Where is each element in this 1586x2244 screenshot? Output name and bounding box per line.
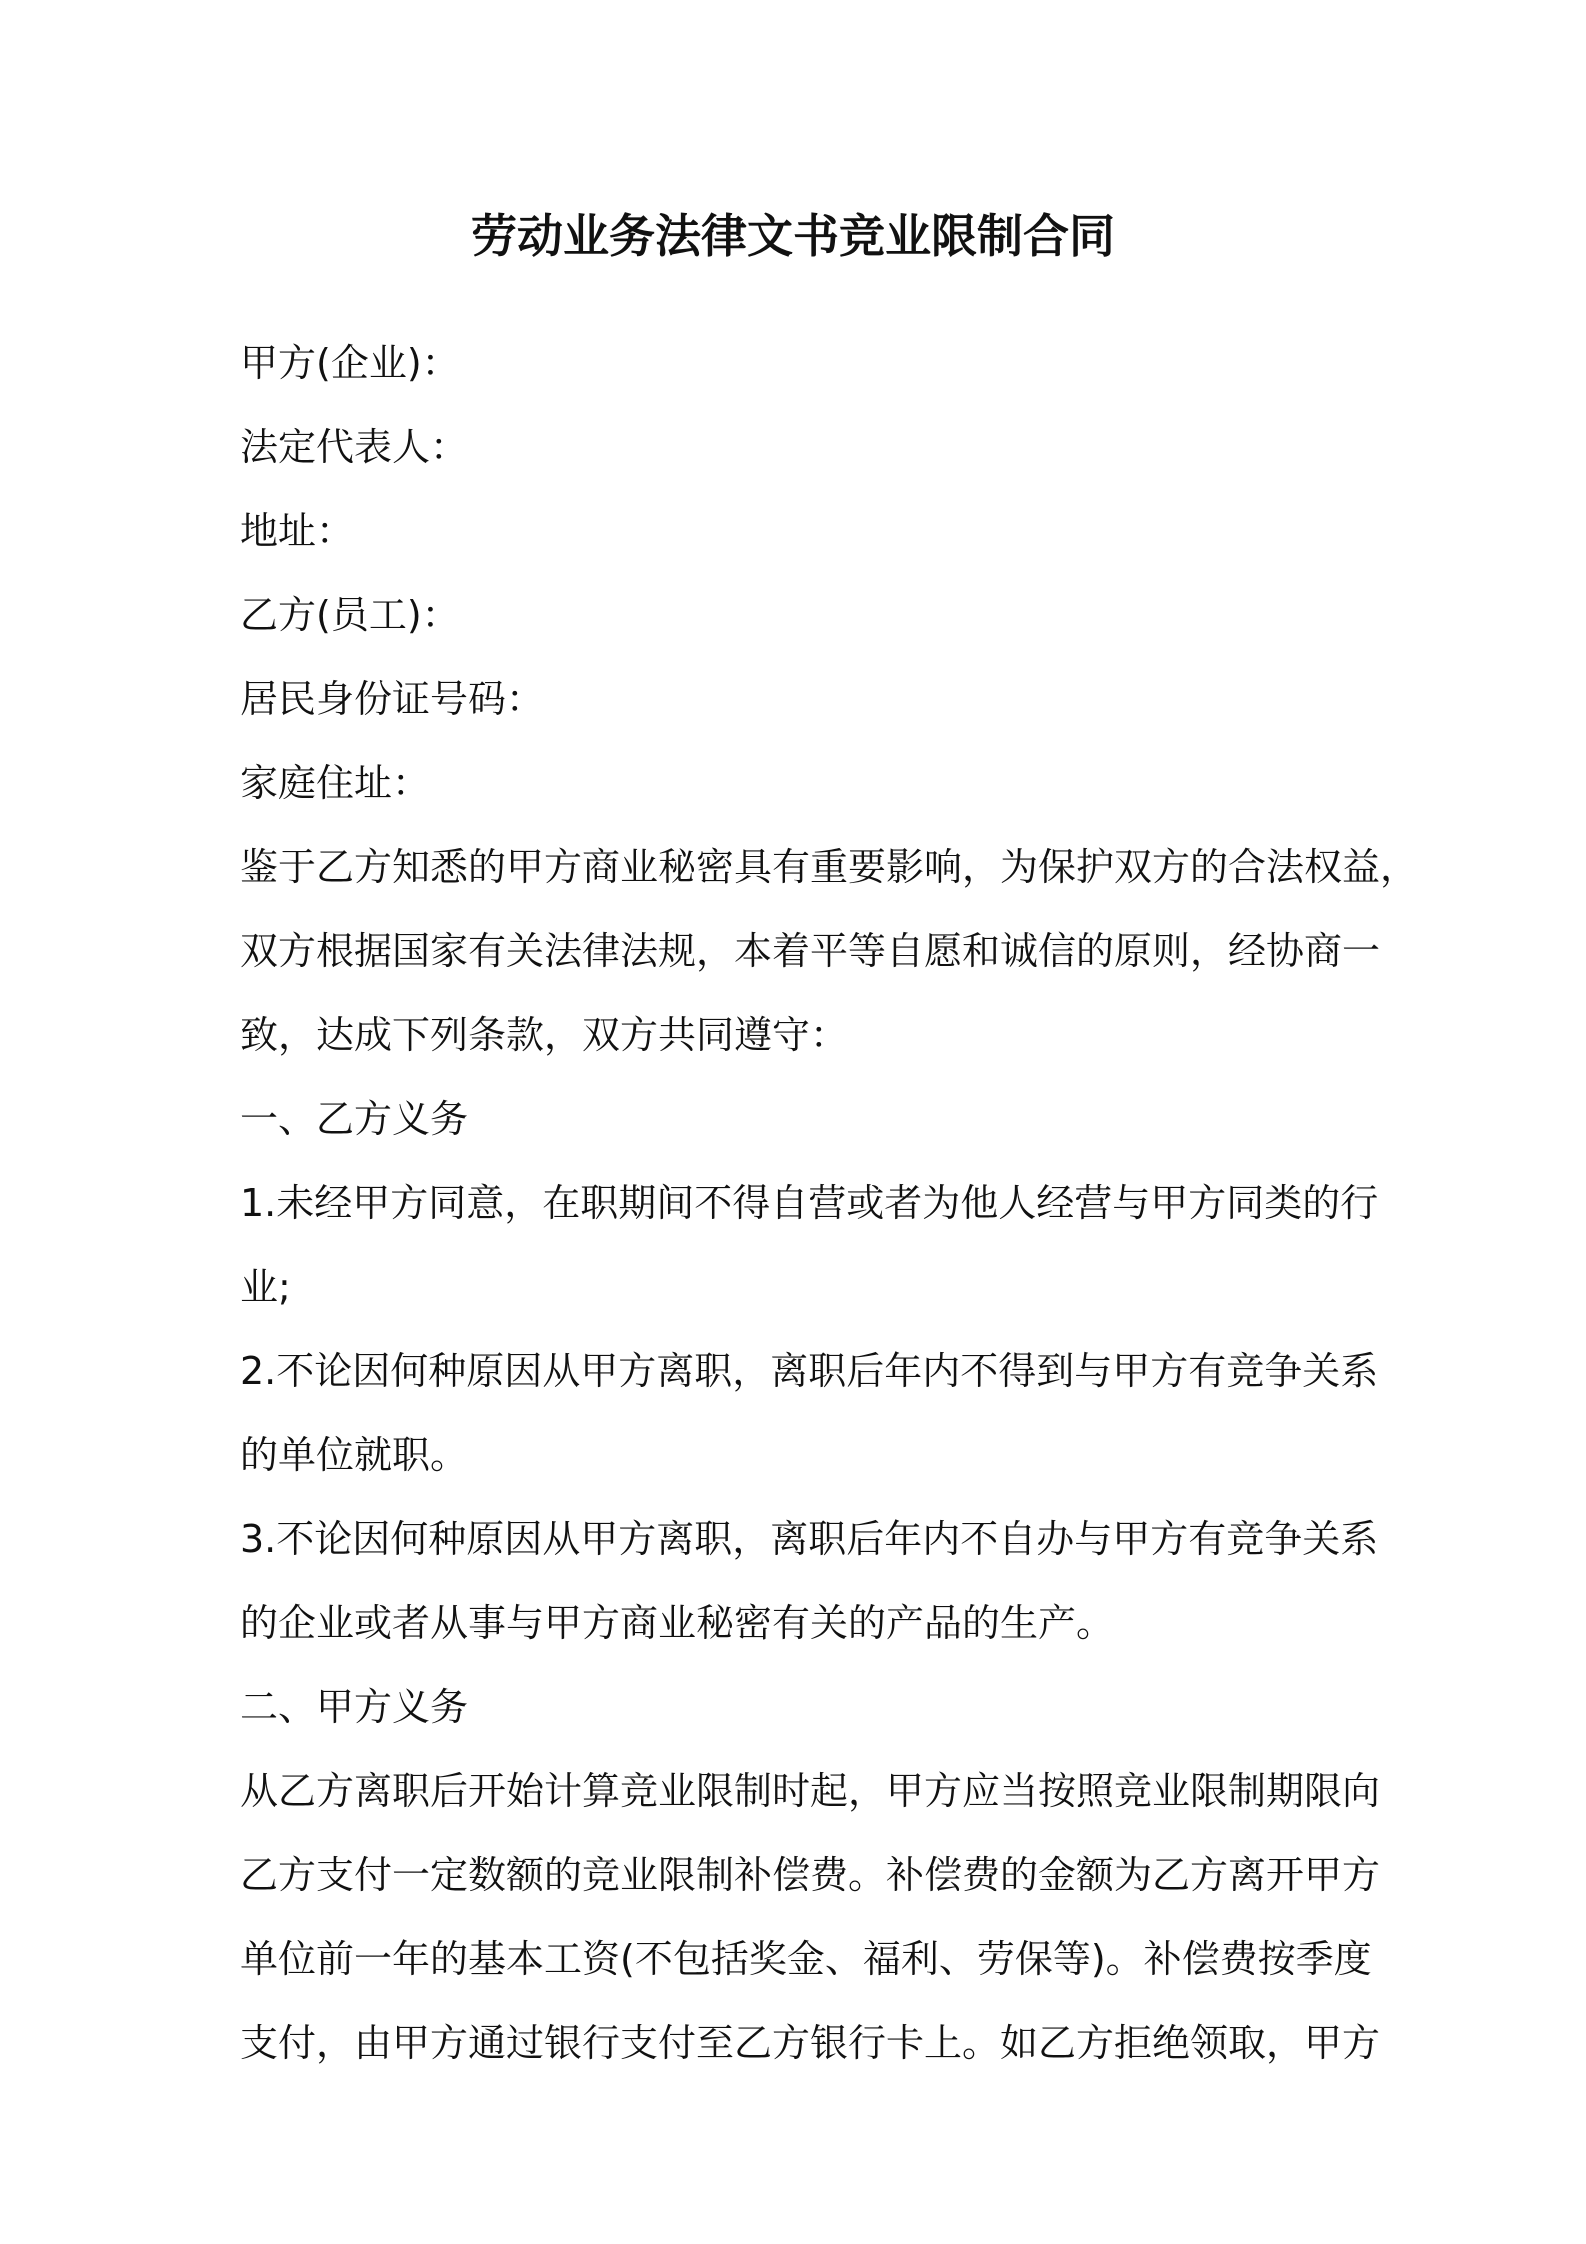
obligation-line: 单位前一年的基本工资(不包括奖金、福利、劳保等)。补偿费按季度 — [240, 1937, 1372, 1981]
clause-line: 2.不论因何种原因从甲方离职，离职后年内不得到与甲方有竞争关系 — [240, 1349, 1379, 1393]
address-line: 地址： — [240, 509, 355, 553]
preamble-line: 双方根据国家有关法律法规，本着平等自愿和诚信的原则，经协商一 — [240, 929, 1381, 973]
clause-line: 3.不论因何种原因从甲方离职，离职后年内不自办与甲方有竞争关系 — [240, 1517, 1379, 1561]
party-b-line: 乙方(员工)： — [240, 593, 460, 637]
legal-representative-line: 法定代表人： — [240, 425, 469, 469]
clause-line: 1.未经甲方同意，在职期间不得自营或者为他人经营与甲方同类的行 — [240, 1181, 1379, 1225]
obligation-line: 乙方支付一定数额的竞业限制补偿费。补偿费的金额为乙方离开甲方 — [240, 1853, 1381, 1897]
clause-line: 的单位就职。 — [240, 1433, 469, 1477]
obligation-line: 从乙方离职后开始计算竞业限制时起，甲方应当按照竞业限制期限向 — [240, 1769, 1381, 1813]
preamble-line: 鉴于乙方知悉的甲方商业秘密具有重要影响，为保护双方的合法权益， — [240, 845, 1419, 889]
preamble-line: 致，达成下列条款，双方共同遵守： — [240, 1013, 849, 1057]
section-heading: 二、甲方义务 — [240, 1685, 469, 1729]
clause-line: 业; — [240, 1265, 291, 1309]
party-a-line: 甲方(企业)： — [240, 341, 460, 385]
clause-line: 的企业或者从事与甲方商业秘密有关的产品的生产。 — [240, 1601, 1115, 1645]
home-address-line: 家庭住址： — [240, 761, 431, 805]
obligation-line: 支付，由甲方通过银行支付至乙方银行卡上。如乙方拒绝领取，甲方 — [240, 2021, 1381, 2065]
document-title: 劳动业务法律文书竞业限制合同 — [471, 209, 1115, 263]
section-heading: 一、乙方义务 — [240, 1097, 469, 1141]
id-number-line: 居民身份证号码： — [240, 677, 545, 721]
